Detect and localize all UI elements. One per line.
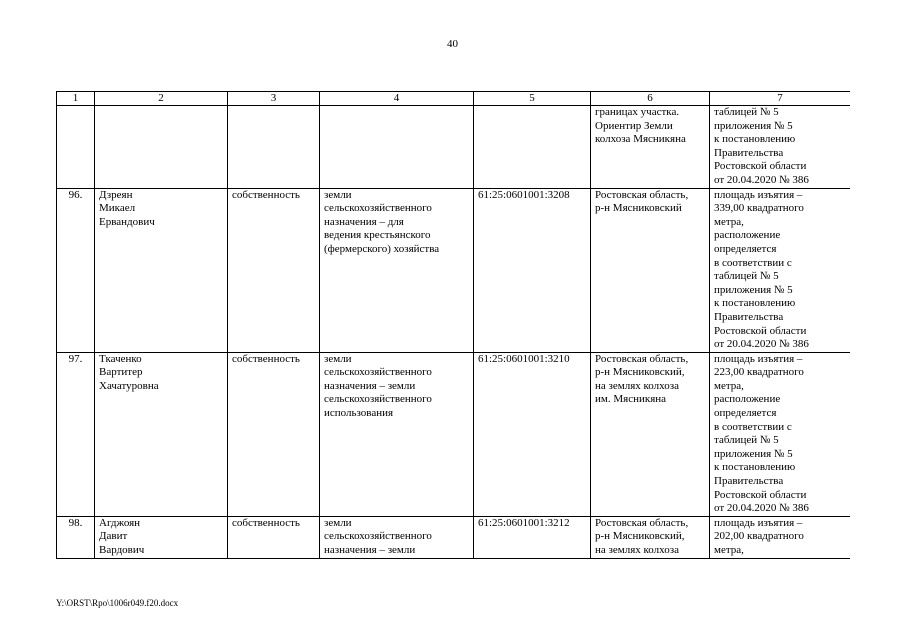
location-line: на землях колхоза — [595, 544, 679, 556]
notes-line: таблицей № 5 — [714, 270, 779, 283]
category-cell — [320, 188, 474, 352]
row-number: 98. — [57, 516, 95, 558]
category-line: назначения – земли — [324, 544, 416, 556]
category-line: (фермерского) хозяйства — [324, 242, 440, 255]
cadastral-cell — [474, 106, 591, 189]
notes-line: площадь изъятия – — [714, 352, 803, 365]
category-line: ведения крестьянского — [324, 229, 431, 242]
notes-line: площадь изъятия – — [714, 188, 803, 201]
notes-cell — [710, 188, 851, 352]
owner-cell — [95, 188, 228, 352]
notes-line: определяется — [714, 242, 777, 255]
notes-line: таблицей № 5 — [714, 106, 779, 118]
land-table — [56, 91, 850, 559]
notes-line: в соответствии с — [714, 420, 792, 433]
owner-line: Дзреян — [99, 188, 133, 201]
cadastral-cell: 61:25:0601001:3210 — [474, 352, 591, 516]
location-line: Ориентир Земли — [595, 119, 673, 132]
location-cell — [591, 516, 710, 558]
land-table-container — [56, 91, 850, 588]
page-number: 40 — [447, 38, 458, 50]
table-row — [57, 352, 851, 516]
owner-line: Давит — [99, 530, 128, 543]
location-line: колхоза Мясникяна — [595, 133, 686, 146]
category-cell — [320, 516, 474, 558]
category-line: земли — [324, 188, 352, 201]
notes-line: Правительства — [714, 310, 784, 323]
notes-cell — [710, 516, 851, 558]
table-row — [57, 516, 851, 558]
col-header-3: 3 — [228, 92, 320, 106]
owner-line: Микаел — [99, 202, 136, 215]
category-cell — [320, 106, 474, 189]
notes-line: метра, — [714, 215, 744, 228]
notes-line: таблицей № 5 — [714, 434, 779, 447]
header-row — [57, 92, 851, 106]
location-line: Ростовская область, — [595, 352, 689, 365]
notes-line: расположение — [714, 229, 781, 242]
location-line: р-н Мясниковский, — [595, 530, 685, 543]
category-cell — [320, 352, 474, 516]
cadastral-cell: 61:25:0601001:3212 — [474, 516, 591, 558]
category-line: назначения – для — [324, 215, 404, 228]
location-line: границах участка. — [595, 106, 680, 118]
category-line: сельскохозяйственного — [324, 530, 432, 543]
notes-line: метра, — [714, 379, 744, 392]
notes-line: Ростовской области — [714, 488, 807, 501]
location-cell — [591, 188, 710, 352]
col-header-6: 6 — [591, 92, 710, 106]
owner-line: Хачатуровна — [99, 379, 159, 392]
notes-line: приложения № 5 — [714, 283, 793, 296]
location-line: на землях колхоза — [595, 379, 679, 392]
location-cell — [591, 352, 710, 516]
category-line: сельскохозяйственного — [324, 366, 432, 379]
notes-line: к постановлению — [714, 133, 796, 146]
col-header-7: 7 — [710, 92, 851, 106]
location-line: р-н Мясниковский — [595, 202, 682, 215]
notes-cell — [710, 352, 851, 516]
notes-line: площадь изъятия – — [714, 516, 803, 529]
owner-line: Ткаченко — [99, 352, 142, 365]
category-line: назначения – земли — [324, 379, 416, 392]
row-number: 96. — [57, 188, 95, 352]
category-line: сельскохозяйственного — [324, 393, 432, 406]
notes-line: Правительства — [714, 146, 784, 159]
location-cell — [591, 106, 710, 189]
col-header-4: 4 — [320, 92, 474, 106]
notes-line: 339,00 квадратного — [714, 202, 804, 215]
notes-line: метра, — [714, 544, 744, 556]
owner-cell — [95, 516, 228, 558]
notes-line: расположение — [714, 393, 781, 406]
notes-line: в соответствии с — [714, 256, 792, 269]
col-header-2: 2 — [95, 92, 228, 106]
category-line: использования — [324, 407, 394, 420]
location-line: р-н Мясниковский, — [595, 366, 685, 379]
col-header-5: 5 — [474, 92, 591, 106]
notes-line: к постановлению — [714, 461, 796, 474]
file-path-footer: Y:\ORST\Rpo\1006r049.f20.docx — [56, 598, 179, 608]
table-row — [57, 188, 851, 352]
owner-line: Ервандович — [99, 215, 155, 228]
location-line: им. Мясникяна — [595, 393, 667, 406]
row-number: 97. — [57, 352, 95, 516]
right-cell — [228, 106, 320, 189]
cadastral-cell: 61:25:0601001:3208 — [474, 188, 591, 352]
owner-line: Агджоян — [99, 516, 141, 529]
notes-line: от 20.04.2020 № 386 — [714, 173, 809, 186]
notes-line: приложения № 5 — [714, 447, 793, 460]
category-line: сельскохозяйственного — [324, 202, 432, 215]
notes-line: 202,00 квадратного — [714, 530, 804, 543]
location-line: Ростовская область, — [595, 188, 689, 201]
row-number — [57, 106, 95, 189]
notes-line: 223,00 квадратного — [714, 366, 804, 379]
notes-line: определяется — [714, 407, 777, 420]
table-row — [57, 106, 851, 189]
notes-line: Ростовской области — [714, 160, 807, 173]
notes-line: от 20.04.2020 № 386 — [714, 338, 809, 351]
category-line: земли — [324, 352, 352, 365]
location-line: Ростовская область, — [595, 516, 689, 529]
right-cell: собственность — [228, 352, 320, 516]
owner-line: Вартитер — [99, 366, 143, 379]
notes-cell — [710, 106, 851, 189]
col-header-1: 1 — [57, 92, 95, 106]
owner-line: Вардович — [99, 544, 145, 556]
right-cell: собственность — [228, 516, 320, 558]
owner-cell — [95, 352, 228, 516]
notes-line: от 20.04.2020 № 386 — [714, 502, 809, 515]
notes-line: приложения № 5 — [714, 119, 793, 132]
notes-line: Правительства — [714, 475, 784, 488]
notes-line: Ростовской области — [714, 324, 807, 337]
right-cell: собственность — [228, 188, 320, 352]
owner-cell — [95, 106, 228, 189]
notes-line: к постановлению — [714, 297, 796, 310]
category-line: земли — [324, 516, 352, 529]
